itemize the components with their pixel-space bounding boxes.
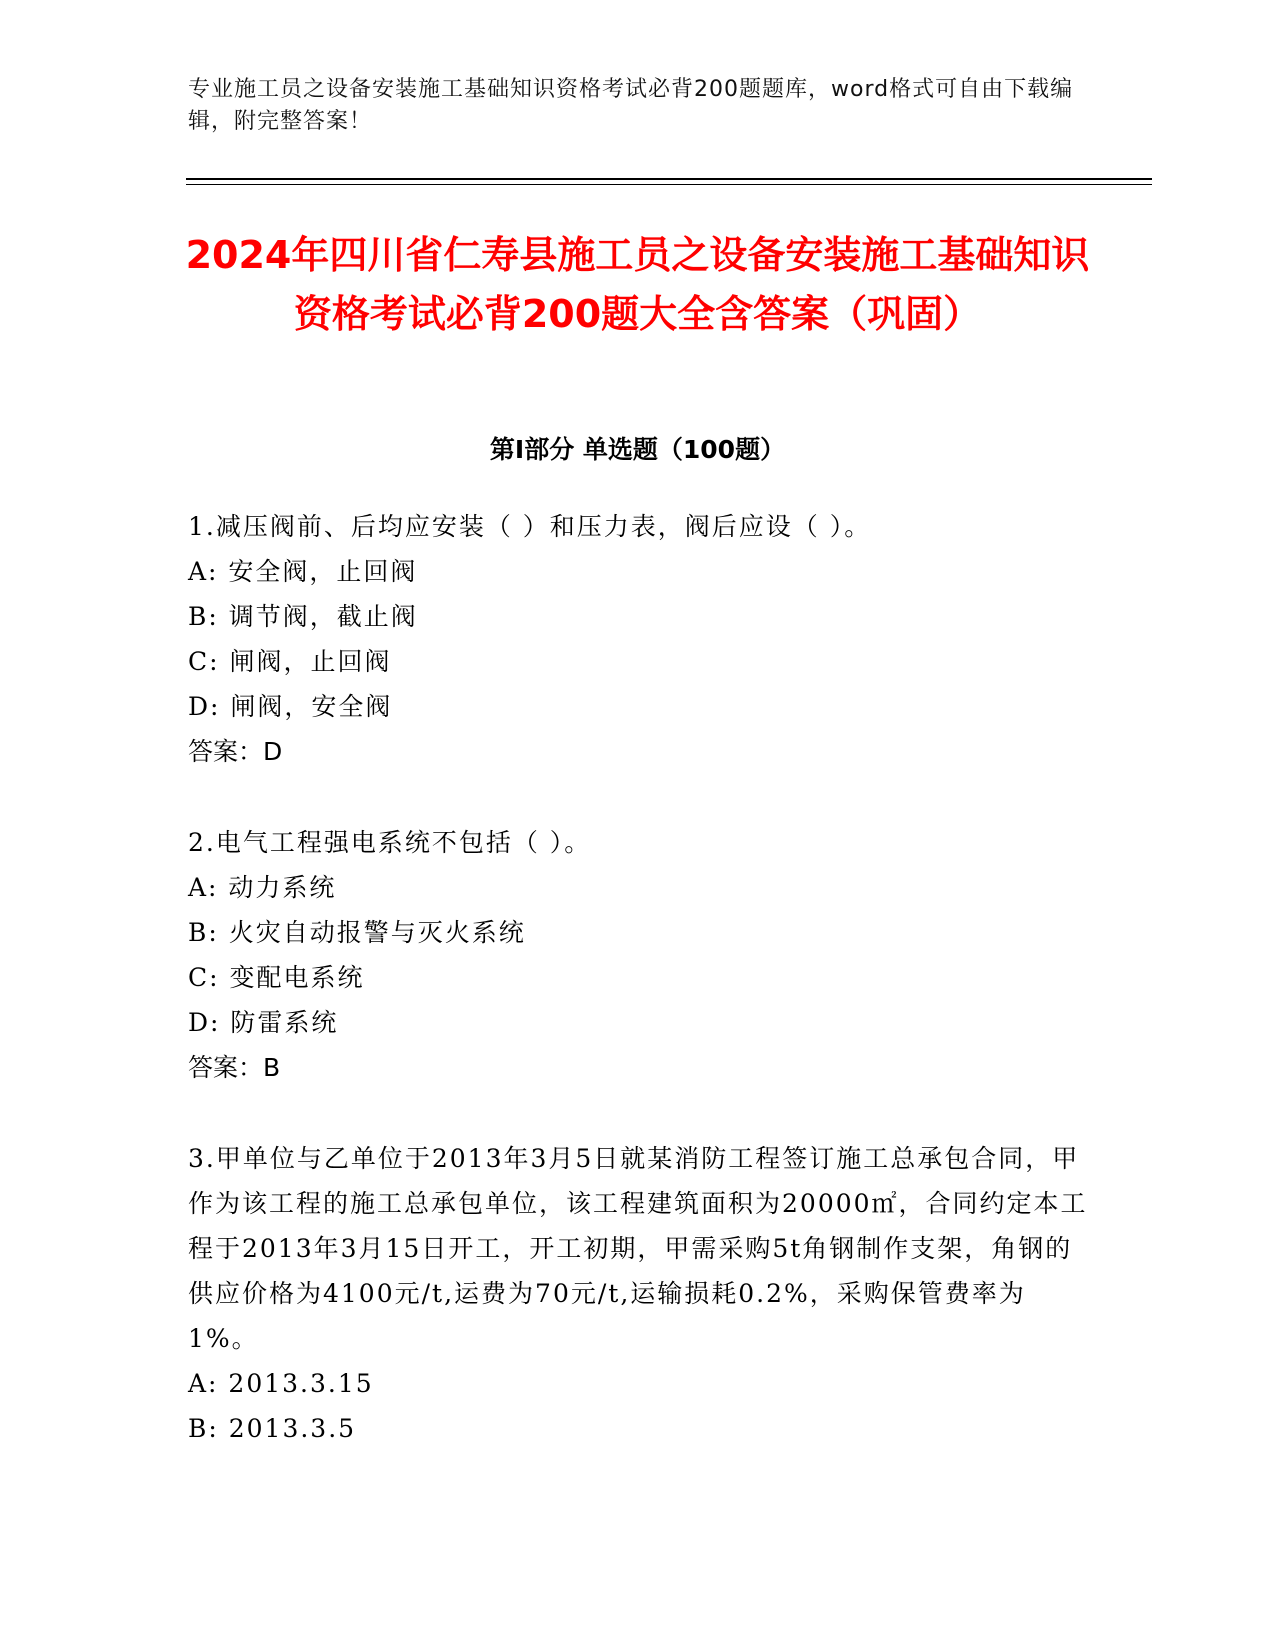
answer: 答案：D — [188, 737, 283, 766]
option-b: B: 火灾自动报警与灭火系统 — [188, 918, 526, 947]
question-stem: 1.减压阀前、后均应安装（ ）和压力表，阀后应设（ ）。 — [188, 512, 872, 541]
header-rule-thin — [186, 184, 1152, 185]
question-2 — [188, 820, 1088, 1090]
question-stem: 3.甲单位与乙单位于2013年3月5日就某消防工程签订施工总承包合同，甲作为该工程的施工总承包单位，该工程建筑面积为20000㎡，合同约定本工程于2013年3月15日开工，开工初期，甲需采购5t角钢制作支架，角钢的供应价格为4100元/t,运费为70元/t,运输损耗0.2%，采购保管费率为1%。 — [188, 1144, 1088, 1353]
option-b: B: 2013.3.5 — [188, 1414, 357, 1443]
option-b: B: 调节阀，截止阀 — [188, 602, 418, 631]
header-note: 专业施工员之设备安装施工基础知识资格考试必背200题题库，word格式可自由下载编辑，附完整答案！ — [188, 77, 1074, 134]
option-a: A: 安全阀，止回阀 — [188, 557, 418, 586]
option-c: C: 变配电系统 — [188, 963, 365, 992]
option-c: C: 闸阀，止回阀 — [188, 647, 392, 676]
option-a: A: 2013.3.15 — [188, 1369, 374, 1398]
document-title: 2024年四川省仁寿县施工员之设备安装施工基础知识资格考试必背200题大全含答案（巩固） — [185, 233, 1090, 336]
option-d: D: 防雷系统 — [188, 1008, 339, 1037]
question-1 — [188, 504, 1088, 774]
question-stem: 2.电气工程强电系统不包括（ ）。 — [188, 828, 592, 857]
section-title: 第I部分 单选题（100题） — [489, 435, 786, 464]
option-d: D: 闸阀，安全阀 — [188, 692, 393, 721]
option-a: A: 动力系统 — [188, 873, 337, 902]
question-3 — [188, 1136, 1088, 1451]
answer: 答案：B — [188, 1053, 281, 1082]
header-rule-thick — [186, 178, 1152, 180]
